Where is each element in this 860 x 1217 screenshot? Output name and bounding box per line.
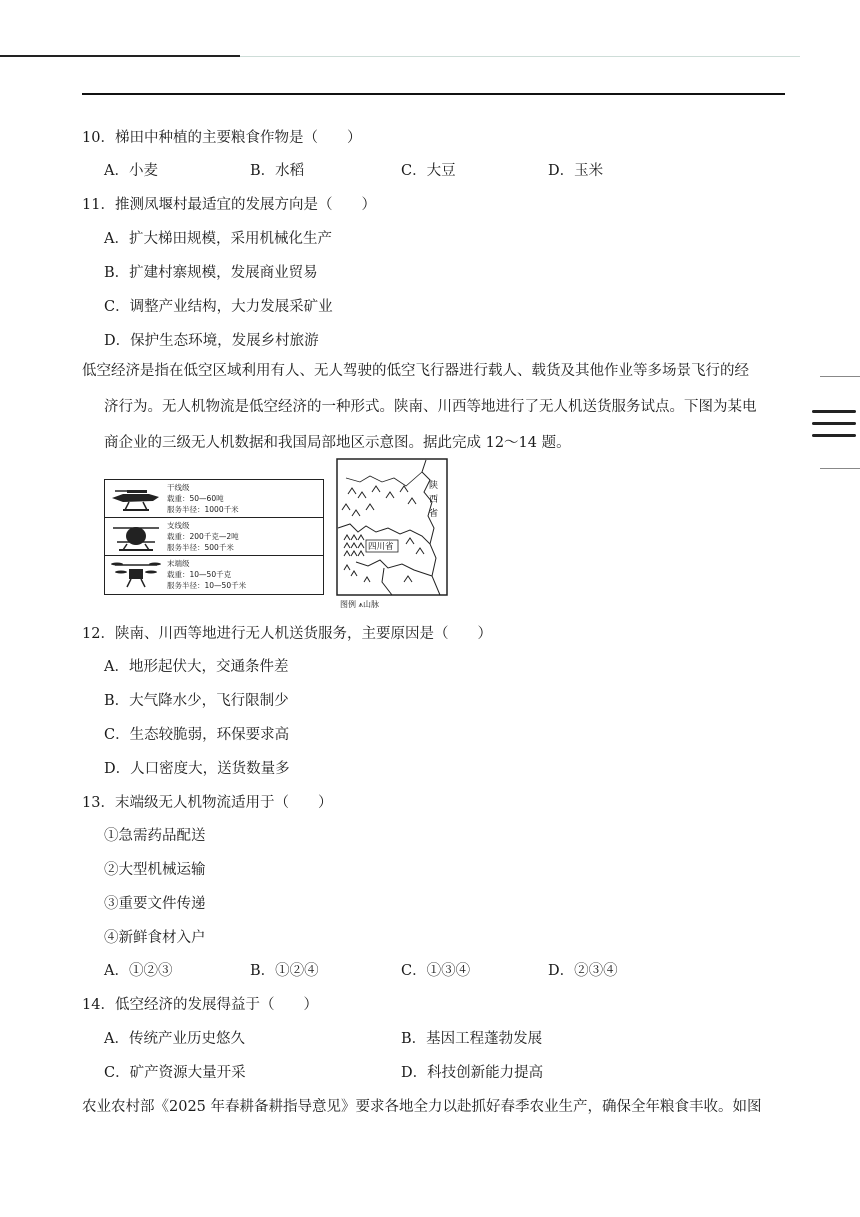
next-passage-line: 农业农村部《2025 年春耕备耕指导意见》要求各地全力以赴抓好春季农业生产，确保全年粮食丰收。如图	[82, 1099, 762, 1115]
q11-option-c[interactable]: C．调整产业结构，大力发展采矿业	[104, 299, 333, 315]
drone-branch-load: 载重：200千克—2吨	[167, 532, 239, 541]
drone-row-trunk	[105, 480, 323, 518]
q12-option-a[interactable]: A．地形起伏大，交通条件差	[104, 659, 289, 675]
drone-row-terminal	[105, 556, 323, 594]
drone-terminal-load: 载重：10—50千克	[167, 570, 232, 579]
q10-stem: 10．梯田中种植的主要粮食作物是（ ）	[82, 130, 362, 146]
terminal-drone-icon	[109, 560, 163, 590]
passage-line-3: 商企业的三级无人机数据和我国局部地区示意图。据此完成 12～14 题。	[104, 435, 571, 451]
passage-line-1: 低空经济是指在低空区域利用有人、无人驾驶的低空飞行器进行载人、载货及其他作业等多场景飞行的经	[82, 363, 749, 379]
map-label-shaanxi-1: 陕	[429, 481, 439, 491]
q14-option-c[interactable]: C．矿产资源大量开采	[104, 1065, 246, 1081]
drone-branch-name: 支线级	[167, 521, 190, 530]
menu-bar	[812, 434, 856, 437]
drone-trunk-load: 载重：50—60吨	[167, 494, 224, 503]
menu-bar	[812, 422, 856, 425]
q10-option-b[interactable]: B．水稻	[250, 163, 305, 179]
trunk-drone-icon	[109, 484, 163, 514]
regional-map	[336, 458, 448, 596]
q10-option-c[interactable]: C．大豆	[401, 163, 456, 179]
map-label-sichuan: 四川省	[368, 542, 394, 552]
drone-trunk-name: 干线级	[167, 483, 190, 492]
header-rule	[82, 93, 785, 95]
menu-edge-bottom	[820, 468, 860, 469]
menu-bar	[812, 410, 856, 413]
map-label-shaanxi-2: 西	[429, 495, 439, 505]
map-label-shaanxi-3: 省	[429, 509, 439, 519]
scan-edge-faint	[240, 56, 800, 57]
branch-drone-icon	[109, 522, 163, 552]
drone-trunk-radius: 服务半径：1000千米	[167, 505, 239, 514]
menu-icon[interactable]	[808, 372, 860, 472]
q11-option-d[interactable]: D．保护生态环境，发展乡村旅游	[104, 333, 319, 349]
q13-option-b[interactable]: B．①②④	[250, 963, 319, 979]
q13-item-2: ②大型机械运输	[104, 862, 206, 878]
q10-option-d[interactable]: D．玉米	[548, 163, 604, 179]
q11-stem: 11．推测凤堰村最适宜的发展方向是（ ）	[82, 197, 376, 213]
q11-option-b[interactable]: B．扩建村寨规模，发展商业贸易	[104, 265, 318, 281]
q14-stem: 14．低空经济的发展得益于（ ）	[82, 997, 318, 1013]
drone-branch-radius: 服务半径：500千米	[167, 543, 234, 552]
q12-option-d[interactable]: D．人口密度大，送货数量多	[104, 761, 290, 777]
q13-item-4: ④新鲜食材入户	[104, 930, 206, 946]
q13-item-3: ③重要文件传递	[104, 896, 206, 912]
drone-terminal-info	[167, 558, 246, 591]
drone-terminal-name: 末端级	[167, 559, 190, 568]
q14-option-b[interactable]: B．基因工程蓬勃发展	[401, 1031, 543, 1047]
drone-branch-info	[167, 520, 239, 553]
q12-stem: 12．陕南、川西等地进行无人机送货服务，主要原因是（ ）	[82, 626, 492, 642]
drone-terminal-radius: 服务半径：10—50千米	[167, 581, 247, 590]
menu-edge-top	[820, 376, 860, 377]
q14-option-d[interactable]: D．科技创新能力提高	[401, 1065, 544, 1081]
q13-option-a[interactable]: A．①②③	[104, 963, 173, 979]
q13-option-d[interactable]: D．②③④	[548, 963, 618, 979]
drone-data-table	[104, 479, 324, 595]
passage-line-2: 济行为。无人机物流是低空经济的一种形式。陕南、川西等地进行了无人机送货服务试点。下图为某电	[104, 399, 757, 415]
q14-option-a[interactable]: A．传统产业历史悠久	[104, 1031, 245, 1047]
q11-option-a[interactable]: A．扩大梯田规模，采用机械化生产	[104, 231, 332, 247]
q13-option-c[interactable]: C．①③④	[401, 963, 471, 979]
map-legend: 图例 ⩚山脉	[340, 600, 380, 609]
q13-stem: 13．末端级无人机物流适用于（ ）	[82, 795, 333, 811]
q12-option-c[interactable]: C．生态较脆弱，环保要求高	[104, 727, 290, 743]
passage	[82, 353, 788, 461]
drone-trunk-info	[167, 482, 239, 515]
drone-row-branch	[105, 518, 323, 556]
q12-option-b[interactable]: B．大气降水少，飞行限制少	[104, 693, 289, 709]
scan-edge-line	[0, 55, 240, 57]
q13-item-1: ①急需药品配送	[104, 828, 206, 844]
q10-option-a[interactable]: A．小麦	[104, 163, 158, 179]
